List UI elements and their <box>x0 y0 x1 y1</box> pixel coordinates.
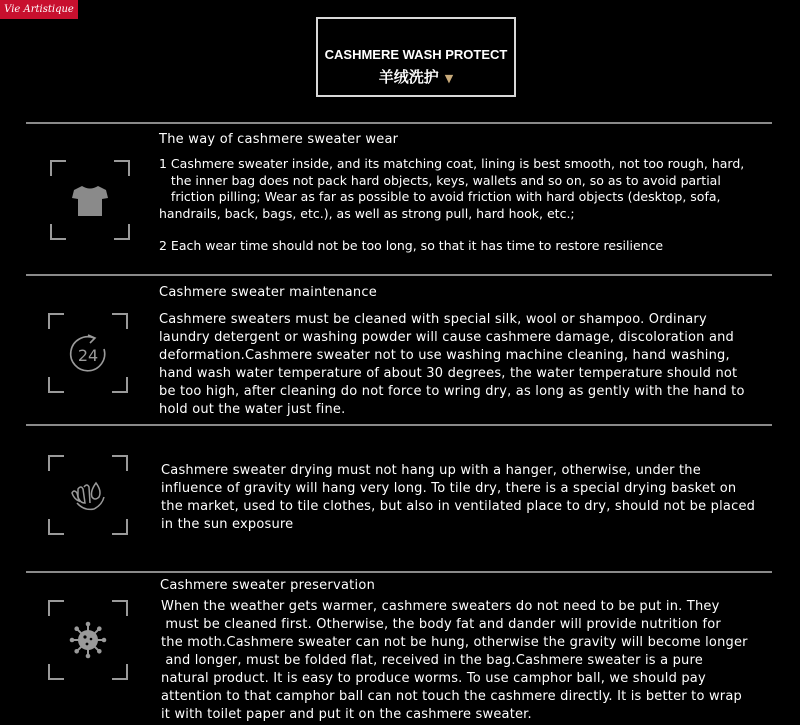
section-divider <box>26 274 772 276</box>
section-heading-preservation: Cashmere sweater preservation <box>160 578 376 593</box>
section-text-maintenance <box>159 311 794 419</box>
24-hour-icon <box>64 329 112 377</box>
text-line: 2 Each wear time should not be too long, so that it has time to restore resilience <box>159 238 664 253</box>
text-line: it with toilet paper and put it on the cashmere sweater. <box>161 707 532 722</box>
section-divider <box>26 424 772 426</box>
text-line: attention to that camphor ball can not touch the cashmere directly. It is better to wrap <box>161 689 742 704</box>
text-line: friction pilling; Wear as far as possible to avoid friction with hard objects (desktop, sofa, <box>159 189 721 204</box>
section-text-preservation <box>161 598 796 724</box>
hand-water-icon <box>64 471 112 519</box>
text-line: Cashmere sweater drying must not hang up with a hanger, otherwise, under the <box>161 463 701 478</box>
24-hour-label: 24 <box>77 346 99 365</box>
icon-frame <box>50 160 130 240</box>
text-line: laundry detergent or washing powder will cause cashmere damage, discoloration and <box>159 330 735 345</box>
text-line: 1 Cashmere sweater inside, and its matching coat, lining is best smooth, not too rough, hard, <box>159 156 745 171</box>
title-chinese <box>318 66 514 87</box>
section-heading-wear: The way of cashmere sweater wear <box>159 132 399 147</box>
text-line: hold out the water just fine. <box>159 402 346 417</box>
title-english: CASHMERE WASH PROTECT <box>324 47 508 62</box>
title-box <box>316 17 516 97</box>
icon-frame <box>48 455 128 535</box>
icon-frame <box>48 600 128 680</box>
text-line: the moth.Cashmere sweater can not be hung, otherwise the gravity will become longer <box>161 635 748 650</box>
section-text-drying <box>161 462 796 534</box>
text-line: natural product. It is easy to produce worms. To use camphor ball, we should pay <box>161 671 706 686</box>
text-line: be too high, after cleaning do not force to wring dry, as long as gently with the hand to <box>159 384 745 399</box>
brand-logo: Vie Artistique <box>0 0 78 19</box>
section-text-wear <box>159 156 789 255</box>
text-line: and longer, must be folded flat, received in the bag.Cashmere sweater is a pure <box>161 653 703 668</box>
section-divider <box>26 122 772 124</box>
text-line: Cashmere sweaters must be cleaned with special silk, wool or shampoo. Ordinary <box>159 312 707 327</box>
triangle-down-icon: ▼ <box>444 72 454 85</box>
section-divider <box>26 571 772 573</box>
text-line: the market, used to tile clothes, but also in ventilated place to dry, should not be placed <box>161 499 756 514</box>
text-line: hand wash water temperature of about 30 degrees, the water temperature should not <box>159 366 738 381</box>
text-line: handrails, back, bags, etc.), as well as strong pull, hard hook, etc.; <box>159 205 575 221</box>
title-chinese-text: 羊绒洗护 <box>378 68 439 86</box>
icon-frame <box>48 313 128 393</box>
text-line: in the sun exposure <box>161 517 294 532</box>
text-line: the inner bag does not pack hard objects, keys, wallets and so on, so as to avoid partial <box>159 172 721 188</box>
text-line: must be cleaned first. Otherwise, the body fat and dander will provide nutrition for <box>161 617 721 632</box>
text-line: When the weather gets warmer, cashmere sweaters do not need to be put in. They <box>161 599 720 614</box>
section-heading-maintenance: Cashmere sweater maintenance <box>159 285 378 300</box>
text-line: deformation.Cashmere sweater not to use washing machine cleaning, hand washing, <box>159 348 730 363</box>
tshirt-icon <box>66 176 114 224</box>
germ-icon <box>64 616 112 664</box>
text-line: influence of gravity will hang very long. To tile dry, there is a special drying basket on <box>161 481 737 496</box>
